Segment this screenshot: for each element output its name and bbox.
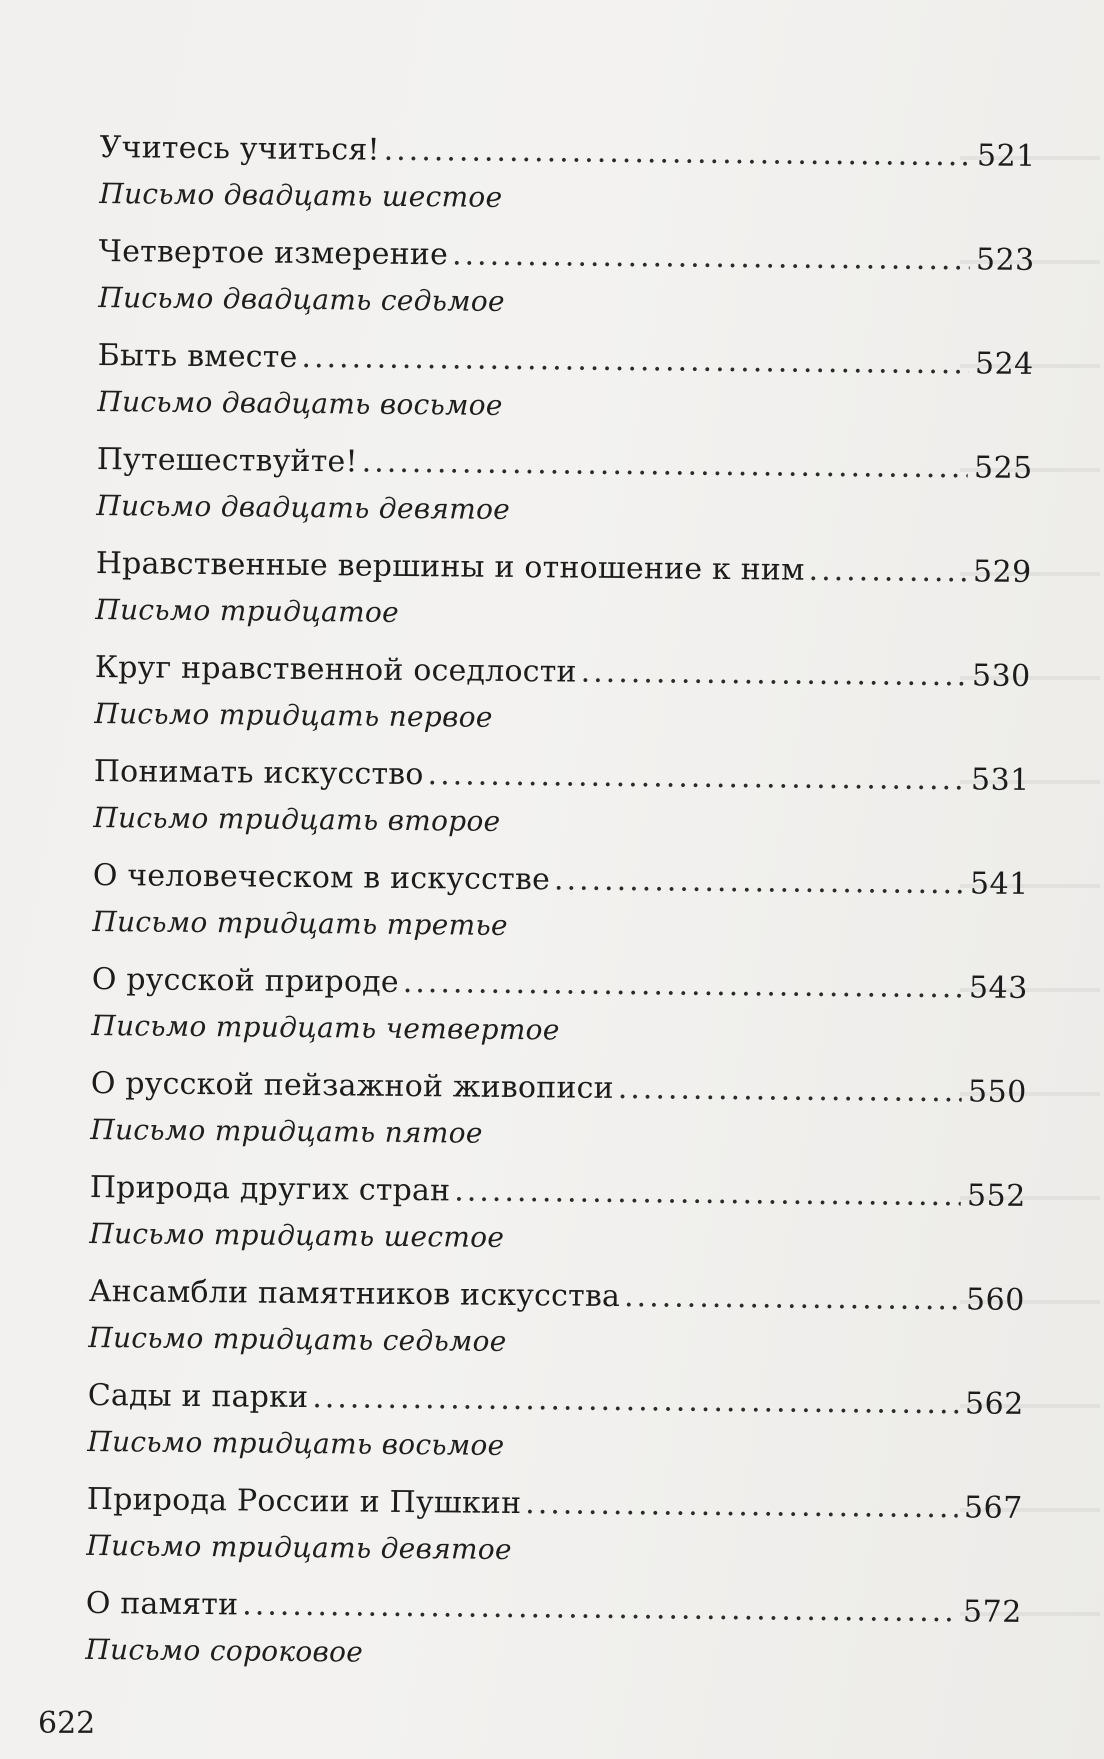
page-folio-number: 622 bbox=[38, 1706, 96, 1741]
entry-title: Быть вместе bbox=[97, 337, 298, 375]
entry-page-number: 523 bbox=[975, 242, 1035, 278]
entry-title: Сады и парки bbox=[87, 1377, 309, 1416]
entry-subtitle: Письмо тридцать четвертое bbox=[91, 1008, 560, 1047]
dot-leader bbox=[301, 334, 969, 388]
dot-leader bbox=[580, 649, 966, 701]
toc-entry bbox=[89, 1164, 1026, 1277]
entry-title: Четвертое измерение bbox=[98, 233, 449, 273]
entry-title: Путешествуйте! bbox=[96, 441, 358, 480]
dot-leader bbox=[554, 856, 964, 908]
entry-page-number: 560 bbox=[965, 1282, 1025, 1318]
entry-title: Природа других стран bbox=[89, 1169, 451, 1209]
entry-page-number: 531 bbox=[970, 762, 1030, 798]
entry-page-number: 524 bbox=[974, 346, 1034, 382]
toc-entry bbox=[85, 1580, 1022, 1693]
entry-title: О памяти bbox=[85, 1585, 239, 1623]
toc-entry bbox=[87, 1372, 1024, 1485]
dot-leader bbox=[383, 127, 971, 181]
dot-leader bbox=[427, 751, 965, 804]
entry-page-number: 530 bbox=[971, 658, 1031, 694]
entry-page-number: 543 bbox=[968, 970, 1028, 1006]
entry-page-number: 521 bbox=[976, 138, 1036, 174]
dot-leader bbox=[452, 231, 970, 284]
entry-title: О человеческом в искусстве bbox=[92, 857, 551, 898]
entry-page-number: 572 bbox=[962, 1594, 1022, 1630]
entry-page-number: 562 bbox=[964, 1386, 1024, 1422]
entry-title: Понимать искусство bbox=[93, 753, 424, 793]
entry-page-number: 541 bbox=[969, 866, 1029, 902]
toc-entry bbox=[96, 436, 1033, 549]
entry-subtitle: Письмо тридцать второе bbox=[93, 800, 501, 838]
entry-subtitle: Письмо тридцать первое bbox=[94, 696, 493, 734]
entry-title: Круг нравственной оседлости bbox=[94, 649, 577, 690]
toc-entry bbox=[86, 1476, 1023, 1589]
entry-subtitle: Письмо сороковое bbox=[85, 1632, 364, 1669]
toc-entry bbox=[94, 644, 1031, 757]
entry-page-number: 552 bbox=[966, 1178, 1026, 1214]
dot-leader bbox=[454, 1167, 961, 1220]
toc-entry bbox=[90, 1060, 1027, 1173]
entry-title: Нравственные вершины и отношение к ним bbox=[95, 545, 805, 588]
entry-subtitle: Письмо двадцать седьмое bbox=[98, 280, 506, 318]
dot-leader bbox=[618, 1065, 963, 1116]
dot-leader bbox=[242, 1581, 957, 1636]
dot-leader bbox=[403, 959, 964, 1012]
entry-subtitle: Письмо тридцать восьмое bbox=[87, 1424, 505, 1462]
entry-subtitle: Письмо двадцать девятое bbox=[96, 488, 511, 526]
entry-subtitle: Письмо тридцать третье bbox=[92, 904, 509, 942]
dot-leader bbox=[624, 1273, 960, 1324]
entry-subtitle: Письмо тридцать девятое bbox=[86, 1528, 513, 1567]
toc-entry bbox=[95, 540, 1032, 653]
entry-page-number: 550 bbox=[967, 1074, 1027, 1110]
toc-entry bbox=[97, 332, 1034, 445]
toc-entry bbox=[92, 852, 1029, 965]
entry-title: Учитесь учиться! bbox=[99, 129, 380, 168]
toc-entry bbox=[93, 748, 1030, 861]
entry-subtitle: Письмо тридцать пятое bbox=[90, 1112, 483, 1150]
entry-page-number: 529 bbox=[972, 554, 1032, 590]
entry-subtitle: Письмо тридцать шестое bbox=[89, 1216, 505, 1254]
entry-subtitle: Письмо двадцать восьмое bbox=[97, 384, 503, 422]
entry-title: О русской природе bbox=[91, 961, 399, 1000]
toc-entry bbox=[98, 228, 1035, 341]
entry-page-number: 567 bbox=[963, 1490, 1023, 1526]
entry-subtitle: Письмо двадцать шестое bbox=[99, 176, 503, 214]
entry-page-number: 525 bbox=[973, 450, 1033, 486]
entry-title: О русской пейзажной живописи bbox=[90, 1065, 614, 1106]
entry-subtitle: Письмо тридцать седьмое bbox=[88, 1320, 507, 1358]
dot-leader bbox=[808, 547, 967, 597]
toc-entry bbox=[88, 1268, 1025, 1381]
entry-subtitle: Письмо тридцатое bbox=[95, 592, 400, 629]
dot-leader bbox=[525, 1480, 958, 1532]
toc-entry bbox=[99, 124, 1036, 237]
toc-entry bbox=[91, 956, 1028, 1069]
entry-title: Природа России и Пушкин bbox=[86, 1481, 522, 1522]
dot-leader bbox=[361, 439, 968, 493]
entry-title: Ансамбли памятников искусства bbox=[88, 1273, 621, 1315]
table-of-contents bbox=[85, 124, 1036, 1693]
dot-leader bbox=[312, 1374, 959, 1428]
